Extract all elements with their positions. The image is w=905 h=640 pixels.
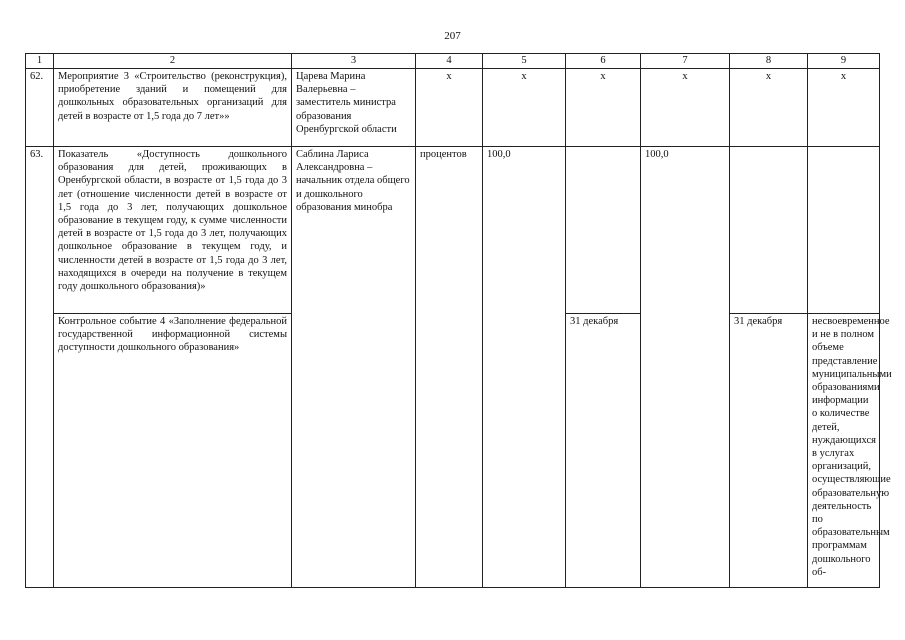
date-col6: 31 декабря <box>566 314 641 588</box>
risk-description: несвоевременное и не в полном объеме представление муниципальными образованиями информации о количестве детей, нуждающихся в услугах организаций, осуществляющие образовательную деятельность по образовательным программам дошкольного об- <box>808 314 880 588</box>
value-col5: 100,0 <box>483 147 566 588</box>
header-cell-8: 8 <box>730 54 808 69</box>
row-number: 62. <box>26 69 54 147</box>
page-number: 207 <box>444 30 461 42</box>
responsible-person: Царева Марина Валерьевна – заместитель министра образования Оренбургской области <box>292 69 416 147</box>
header-cell-5: 5 <box>483 54 566 69</box>
cell-col4: x <box>416 69 483 147</box>
unit-cell: процентов <box>416 147 483 588</box>
responsible-person: Саблина Лариса Александровна – начальник отдела общего и дошкольного образования минобра <box>292 147 416 588</box>
cell-col5: x <box>483 69 566 147</box>
cell-col7: x <box>641 69 730 147</box>
cell-col9: x <box>808 69 880 147</box>
cell-col6: x <box>566 69 641 147</box>
value-col7: 100,0 <box>641 147 730 588</box>
header-cell-3: 3 <box>292 54 416 69</box>
header-cell-4: 4 <box>416 54 483 69</box>
table-row-62 <box>26 69 880 147</box>
activities-table <box>25 53 892 588</box>
date-col8: 31 декабря <box>730 314 808 588</box>
cell-col8: x <box>730 69 808 147</box>
empty-col9 <box>808 147 880 314</box>
table-row-63-indicator <box>26 147 880 314</box>
header-cell-1: 1 <box>26 54 54 69</box>
indicator-name: Показатель «Доступность дошкольного образования для детей, проживающих в Оренбургской области, в возрасте от 1,5 года до 3 лет (отношение численности детей в возрасте от 1,5 года до 3 лет, получающих дошкольное образование в текущем году, к сумме численности детей в возрасте от 1,5 года до 3 лет, получающих дошкольное образование в текущем году, и численности детей в возрасте от 1,5 года до 3 лет, находящихся в очереди на получение в текущем году дошкольного образования)» <box>54 147 292 314</box>
header-cell-6: 6 <box>566 54 641 69</box>
empty-col8 <box>730 147 808 314</box>
header-cell-7: 7 <box>641 54 730 69</box>
table-header-row <box>26 54 880 69</box>
activity-name: Мероприятие 3 «Строительство (реконструкция), приобретение зданий и помещений для дошкольных образовательных организаций для детей в возрасте от 1,5 года до 7 лет»» <box>54 69 292 147</box>
empty-col6 <box>566 147 641 314</box>
header-cell-2: 2 <box>54 54 292 69</box>
header-cell-9: 9 <box>808 54 880 69</box>
control-event-name: Контрольное событие 4 «Заполнение федеральной государственной информационной системы доступности дошкольного образования» <box>54 314 292 588</box>
row-number: 63. <box>26 147 54 588</box>
